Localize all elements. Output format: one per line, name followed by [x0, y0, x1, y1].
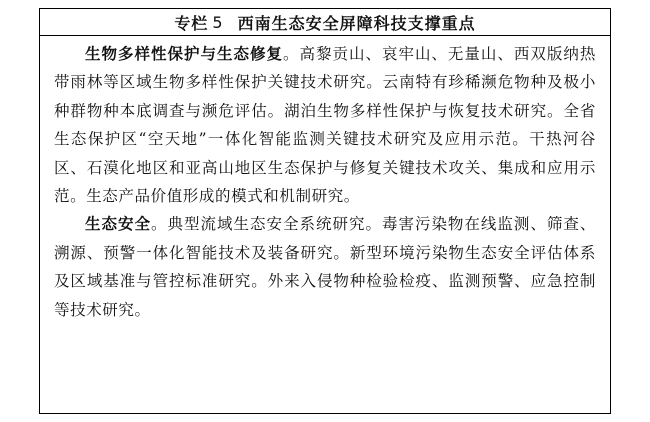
- paragraph-biodiversity: [54, 40, 596, 210]
- box-title-number: 5: [212, 12, 224, 32]
- box-title: [40, 9, 610, 36]
- paragraph-text: 。典型流域生态安全系统研究。毒害污染物在线监测、筛查、溯源、预警一体化智能技术及装备研究。新型环境污染物生态安全评估体系及区域基准与管控标准研究。外来入侵物种检验检疫、监测预警、应急控制等技术研究。: [54, 215, 597, 319]
- feature-box: [39, 8, 611, 414]
- paragraph-eco-security: [54, 210, 596, 324]
- paragraph-text: 。高黎贡山、哀牢山、无量山、西双版纳热带雨林等区域生物多样性保护关键技术研究。云南特有珍稀濒危物种及极小种群物种本底调查与濒危评估。湖泊生物多样性保护与恢复技术研究。全省生态保护区“空天地”一体化智能监测关键技术研究及应用示范。干热河谷区、石漠化地区和亚高山地区生态保护与修复关键技术攻关、集成和应用示范。生态产品价值形成的模式和机制研究。: [54, 45, 597, 206]
- box-title-text: 西南生态安全屏障科技支撑重点: [237, 13, 476, 33]
- box-title-prefix: 专栏: [174, 13, 209, 33]
- paragraph-lead: 生态安全: [85, 215, 151, 234]
- box-body: [40, 36, 610, 324]
- paragraph-lead: 生物多样性保护与生态修复: [85, 45, 283, 63]
